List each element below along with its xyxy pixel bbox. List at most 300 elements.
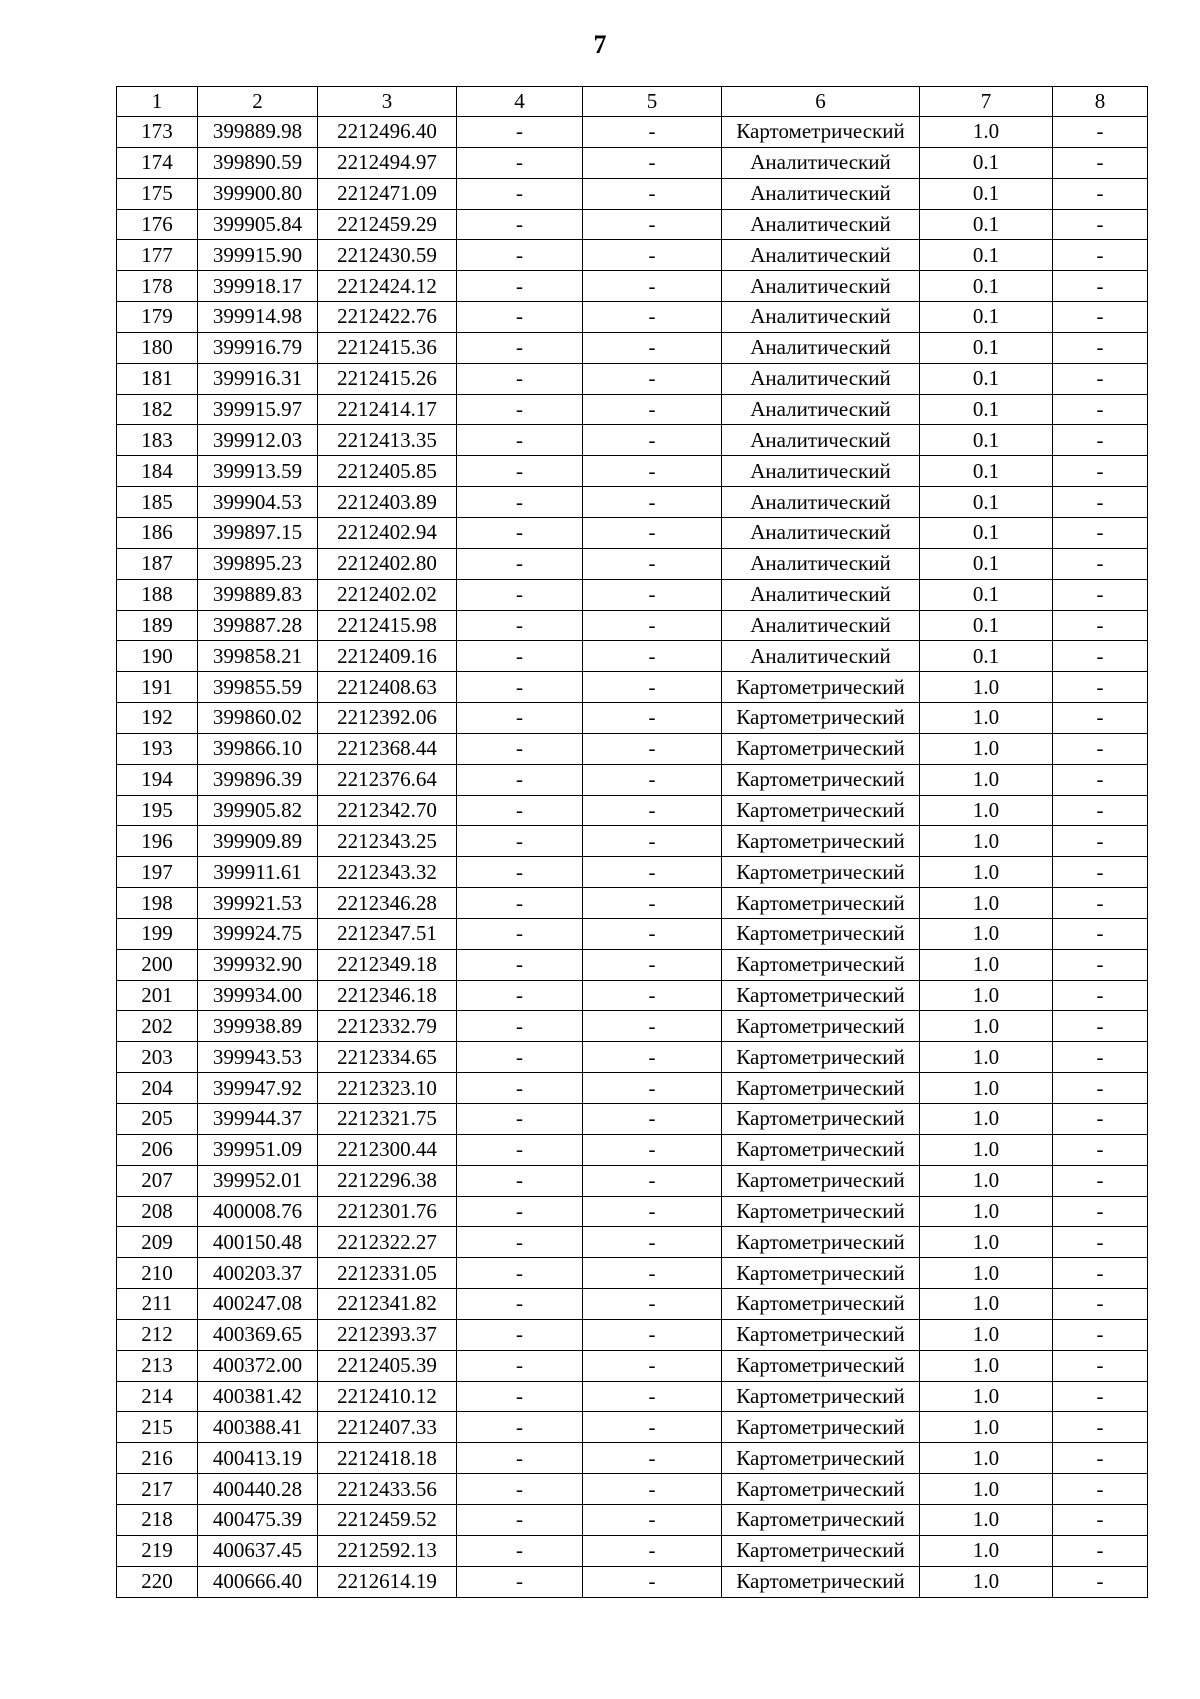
y-coordinate-cell: 2212343.32 bbox=[318, 857, 457, 888]
point-number-cell: 198 bbox=[117, 888, 198, 919]
table-row bbox=[117, 1566, 1148, 1597]
x-coordinate-cell: 400475.39 bbox=[198, 1504, 318, 1535]
col-8-value-cell: - bbox=[1053, 888, 1148, 919]
col-5-value-cell: - bbox=[583, 1042, 722, 1073]
col-5-value-cell: - bbox=[583, 1227, 722, 1258]
accuracy-cell: 1.0 bbox=[920, 1011, 1053, 1042]
x-coordinate-cell: 399916.79 bbox=[198, 332, 318, 363]
y-coordinate-cell: 2212430.59 bbox=[318, 240, 457, 271]
page-number: 7 bbox=[593, 30, 607, 59]
col-5-value-cell: - bbox=[583, 1134, 722, 1165]
method-cell: Аналитический bbox=[722, 517, 920, 548]
method-cell: Аналитический bbox=[722, 209, 920, 240]
col-8-value-cell: - bbox=[1053, 1227, 1148, 1258]
col-5-value-cell: - bbox=[583, 240, 722, 271]
col-5-value-cell: - bbox=[583, 888, 722, 919]
x-coordinate-cell: 399889.83 bbox=[198, 579, 318, 610]
point-number-cell: 193 bbox=[117, 733, 198, 764]
table-row bbox=[117, 1011, 1148, 1042]
col-5-value-cell: - bbox=[583, 579, 722, 610]
table-row bbox=[117, 1258, 1148, 1289]
y-coordinate-cell: 2212471.09 bbox=[318, 178, 457, 209]
point-number-cell: 173 bbox=[117, 117, 198, 148]
col-5-value-cell: - bbox=[583, 857, 722, 888]
accuracy-cell: 0.1 bbox=[920, 487, 1053, 518]
col-8-value-cell: - bbox=[1053, 332, 1148, 363]
accuracy-cell: 1.0 bbox=[920, 1165, 1053, 1196]
y-coordinate-cell: 2212614.19 bbox=[318, 1566, 457, 1597]
point-number-cell: 175 bbox=[117, 178, 198, 209]
y-coordinate-cell: 2212402.80 bbox=[318, 548, 457, 579]
method-cell: Аналитический bbox=[722, 332, 920, 363]
col-5-value-cell: - bbox=[583, 764, 722, 795]
point-number-cell: 177 bbox=[117, 240, 198, 271]
col-8-value-cell: - bbox=[1053, 456, 1148, 487]
accuracy-cell: 1.0 bbox=[920, 703, 1053, 734]
table-row bbox=[117, 1042, 1148, 1073]
method-cell: Картометрический bbox=[722, 1165, 920, 1196]
point-number-cell: 176 bbox=[117, 209, 198, 240]
x-coordinate-cell: 400388.41 bbox=[198, 1412, 318, 1443]
col-5-value-cell: - bbox=[583, 949, 722, 980]
col-5-value-cell: - bbox=[583, 517, 722, 548]
col-5-value-cell: - bbox=[583, 1011, 722, 1042]
col-8-value-cell: - bbox=[1053, 1165, 1148, 1196]
table-row bbox=[117, 579, 1148, 610]
x-coordinate-cell: 399944.37 bbox=[198, 1104, 318, 1135]
col-5-value-cell: - bbox=[583, 1412, 722, 1443]
col-8-value-cell: - bbox=[1053, 548, 1148, 579]
accuracy-cell: 1.0 bbox=[920, 1381, 1053, 1412]
accuracy-cell: 0.1 bbox=[920, 271, 1053, 302]
table-row bbox=[117, 1319, 1148, 1350]
accuracy-cell: 1.0 bbox=[920, 1258, 1053, 1289]
column-header: 1 bbox=[117, 87, 198, 117]
x-coordinate-cell: 399921.53 bbox=[198, 888, 318, 919]
y-coordinate-cell: 2212346.18 bbox=[318, 980, 457, 1011]
col-4-value-cell: - bbox=[457, 178, 583, 209]
col-5-value-cell: - bbox=[583, 548, 722, 579]
col-4-value-cell: - bbox=[457, 980, 583, 1011]
point-number-cell: 185 bbox=[117, 487, 198, 518]
method-cell: Картометрический bbox=[722, 1289, 920, 1320]
method-cell: Картометрический bbox=[722, 117, 920, 148]
table-row bbox=[117, 1474, 1148, 1505]
col-5-value-cell: - bbox=[583, 641, 722, 672]
col-8-value-cell: - bbox=[1053, 1319, 1148, 1350]
col-8-value-cell: - bbox=[1053, 795, 1148, 826]
table-row bbox=[117, 764, 1148, 795]
x-coordinate-cell: 399934.00 bbox=[198, 980, 318, 1011]
accuracy-cell: 1.0 bbox=[920, 1443, 1053, 1474]
accuracy-cell: 1.0 bbox=[920, 117, 1053, 148]
y-coordinate-cell: 2212332.79 bbox=[318, 1011, 457, 1042]
table-row bbox=[117, 641, 1148, 672]
point-number-cell: 179 bbox=[117, 302, 198, 333]
accuracy-cell: 1.0 bbox=[920, 1535, 1053, 1566]
method-cell: Аналитический bbox=[722, 240, 920, 271]
col-5-value-cell: - bbox=[583, 610, 722, 641]
y-coordinate-cell: 2212433.56 bbox=[318, 1474, 457, 1505]
col-5-value-cell: - bbox=[583, 733, 722, 764]
table-row bbox=[117, 332, 1148, 363]
x-coordinate-cell: 400247.08 bbox=[198, 1289, 318, 1320]
col-5-value-cell: - bbox=[583, 425, 722, 456]
table-row bbox=[117, 209, 1148, 240]
method-cell: Аналитический bbox=[722, 178, 920, 209]
col-4-value-cell: - bbox=[457, 641, 583, 672]
y-coordinate-cell: 2212349.18 bbox=[318, 949, 457, 980]
col-5-value-cell: - bbox=[583, 487, 722, 518]
y-coordinate-cell: 2212342.70 bbox=[318, 795, 457, 826]
table-row bbox=[117, 517, 1148, 548]
method-cell: Картометрический bbox=[722, 1196, 920, 1227]
point-number-cell: 184 bbox=[117, 456, 198, 487]
col-4-value-cell: - bbox=[457, 703, 583, 734]
point-number-cell: 194 bbox=[117, 764, 198, 795]
x-coordinate-cell: 399943.53 bbox=[198, 1042, 318, 1073]
col-8-value-cell: - bbox=[1053, 1073, 1148, 1104]
col-4-value-cell: - bbox=[457, 610, 583, 641]
col-8-value-cell: - bbox=[1053, 1011, 1148, 1042]
col-4-value-cell: - bbox=[457, 1474, 583, 1505]
col-5-value-cell: - bbox=[583, 980, 722, 1011]
point-number-cell: 174 bbox=[117, 147, 198, 178]
method-cell: Аналитический bbox=[722, 363, 920, 394]
y-coordinate-cell: 2212405.85 bbox=[318, 456, 457, 487]
y-coordinate-cell: 2212334.65 bbox=[318, 1042, 457, 1073]
accuracy-cell: 0.1 bbox=[920, 610, 1053, 641]
col-5-value-cell: - bbox=[583, 178, 722, 209]
x-coordinate-cell: 400666.40 bbox=[198, 1566, 318, 1597]
col-8-value-cell: - bbox=[1053, 517, 1148, 548]
accuracy-cell: 1.0 bbox=[920, 980, 1053, 1011]
col-4-value-cell: - bbox=[457, 1104, 583, 1135]
col-8-value-cell: - bbox=[1053, 271, 1148, 302]
column-header: 3 bbox=[318, 87, 457, 117]
x-coordinate-cell: 399896.39 bbox=[198, 764, 318, 795]
table-row bbox=[117, 1104, 1148, 1135]
table-row bbox=[117, 1196, 1148, 1227]
col-5-value-cell: - bbox=[583, 1289, 722, 1320]
col-8-value-cell: - bbox=[1053, 425, 1148, 456]
accuracy-cell: 1.0 bbox=[920, 888, 1053, 919]
col-4-value-cell: - bbox=[457, 1227, 583, 1258]
method-cell: Картометрический bbox=[722, 1443, 920, 1474]
x-coordinate-cell: 399914.98 bbox=[198, 302, 318, 333]
y-coordinate-cell: 2212459.29 bbox=[318, 209, 457, 240]
method-cell: Картометрический bbox=[722, 1258, 920, 1289]
col-8-value-cell: - bbox=[1053, 980, 1148, 1011]
accuracy-cell: 0.1 bbox=[920, 641, 1053, 672]
col-8-value-cell: - bbox=[1053, 918, 1148, 949]
y-coordinate-cell: 2212410.12 bbox=[318, 1381, 457, 1412]
col-8-value-cell: - bbox=[1053, 178, 1148, 209]
table-row bbox=[117, 456, 1148, 487]
col-4-value-cell: - bbox=[457, 1350, 583, 1381]
method-cell: Картометрический bbox=[722, 672, 920, 703]
method-cell: Картометрический bbox=[722, 733, 920, 764]
y-coordinate-cell: 2212343.25 bbox=[318, 826, 457, 857]
accuracy-cell: 1.0 bbox=[920, 918, 1053, 949]
y-coordinate-cell: 2212321.75 bbox=[318, 1104, 457, 1135]
col-8-value-cell: - bbox=[1053, 1258, 1148, 1289]
accuracy-cell: 1.0 bbox=[920, 733, 1053, 764]
y-coordinate-cell: 2212341.82 bbox=[318, 1289, 457, 1320]
col-8-value-cell: - bbox=[1053, 240, 1148, 271]
col-5-value-cell: - bbox=[583, 1566, 722, 1597]
x-coordinate-cell: 399915.97 bbox=[198, 394, 318, 425]
table-body bbox=[117, 117, 1148, 1598]
method-cell: Картометрический bbox=[722, 918, 920, 949]
x-coordinate-cell: 399866.10 bbox=[198, 733, 318, 764]
col-5-value-cell: - bbox=[583, 1073, 722, 1104]
point-number-cell: 214 bbox=[117, 1381, 198, 1412]
method-cell: Картометрический bbox=[722, 795, 920, 826]
point-number-cell: 182 bbox=[117, 394, 198, 425]
x-coordinate-cell: 399889.98 bbox=[198, 117, 318, 148]
method-cell: Картометрический bbox=[722, 1566, 920, 1597]
col-5-value-cell: - bbox=[583, 147, 722, 178]
col-5-value-cell: - bbox=[583, 209, 722, 240]
col-4-value-cell: - bbox=[457, 332, 583, 363]
table-row bbox=[117, 271, 1148, 302]
accuracy-cell: 1.0 bbox=[920, 949, 1053, 980]
y-coordinate-cell: 2212494.97 bbox=[318, 147, 457, 178]
col-4-value-cell: - bbox=[457, 517, 583, 548]
col-8-value-cell: - bbox=[1053, 949, 1148, 980]
x-coordinate-cell: 399912.03 bbox=[198, 425, 318, 456]
x-coordinate-cell: 399905.82 bbox=[198, 795, 318, 826]
col-4-value-cell: - bbox=[457, 425, 583, 456]
col-5-value-cell: - bbox=[583, 1474, 722, 1505]
y-coordinate-cell: 2212405.39 bbox=[318, 1350, 457, 1381]
accuracy-cell: 1.0 bbox=[920, 1566, 1053, 1597]
table-row bbox=[117, 1504, 1148, 1535]
y-coordinate-cell: 2212376.64 bbox=[318, 764, 457, 795]
method-cell: Картометрический bbox=[722, 1412, 920, 1443]
method-cell: Аналитический bbox=[722, 394, 920, 425]
y-coordinate-cell: 2212415.36 bbox=[318, 332, 457, 363]
col-5-value-cell: - bbox=[583, 1258, 722, 1289]
x-coordinate-cell: 399895.23 bbox=[198, 548, 318, 579]
col-5-value-cell: - bbox=[583, 1443, 722, 1474]
y-coordinate-cell: 2212409.16 bbox=[318, 641, 457, 672]
method-cell: Аналитический bbox=[722, 456, 920, 487]
col-4-value-cell: - bbox=[457, 1535, 583, 1566]
col-4-value-cell: - bbox=[457, 1134, 583, 1165]
col-8-value-cell: - bbox=[1053, 117, 1148, 148]
col-5-value-cell: - bbox=[583, 1196, 722, 1227]
col-8-value-cell: - bbox=[1053, 209, 1148, 240]
x-coordinate-cell: 399915.90 bbox=[198, 240, 318, 271]
col-5-value-cell: - bbox=[583, 826, 722, 857]
accuracy-cell: 1.0 bbox=[920, 1042, 1053, 1073]
col-8-value-cell: - bbox=[1053, 1196, 1148, 1227]
accuracy-cell: 0.1 bbox=[920, 456, 1053, 487]
point-number-cell: 199 bbox=[117, 918, 198, 949]
col-8-value-cell: - bbox=[1053, 672, 1148, 703]
point-number-cell: 218 bbox=[117, 1504, 198, 1535]
method-cell: Картометрический bbox=[722, 949, 920, 980]
col-8-value-cell: - bbox=[1053, 394, 1148, 425]
accuracy-cell: 0.1 bbox=[920, 517, 1053, 548]
col-8-value-cell: - bbox=[1053, 1412, 1148, 1443]
col-5-value-cell: - bbox=[583, 271, 722, 302]
x-coordinate-cell: 399947.92 bbox=[198, 1073, 318, 1104]
method-cell: Картометрический bbox=[722, 1350, 920, 1381]
col-4-value-cell: - bbox=[457, 1011, 583, 1042]
x-coordinate-cell: 400381.42 bbox=[198, 1381, 318, 1412]
col-5-value-cell: - bbox=[583, 1319, 722, 1350]
accuracy-cell: 0.1 bbox=[920, 579, 1053, 610]
x-coordinate-cell: 399855.59 bbox=[198, 672, 318, 703]
y-coordinate-cell: 2212414.17 bbox=[318, 394, 457, 425]
table-row bbox=[117, 949, 1148, 980]
point-number-cell: 201 bbox=[117, 980, 198, 1011]
col-5-value-cell: - bbox=[583, 302, 722, 333]
accuracy-cell: 1.0 bbox=[920, 1289, 1053, 1320]
table-row bbox=[117, 117, 1148, 148]
method-cell: Картометрический bbox=[722, 1011, 920, 1042]
method-cell: Картометрический bbox=[722, 980, 920, 1011]
method-cell: Картометрический bbox=[722, 1381, 920, 1412]
col-4-value-cell: - bbox=[457, 1073, 583, 1104]
col-4-value-cell: - bbox=[457, 1443, 583, 1474]
x-coordinate-cell: 399924.75 bbox=[198, 918, 318, 949]
method-cell: Картометрический bbox=[722, 1319, 920, 1350]
col-5-value-cell: - bbox=[583, 1535, 722, 1566]
y-coordinate-cell: 2212592.13 bbox=[318, 1535, 457, 1566]
x-coordinate-cell: 399905.84 bbox=[198, 209, 318, 240]
method-cell: Аналитический bbox=[722, 425, 920, 456]
point-number-cell: 217 bbox=[117, 1474, 198, 1505]
col-8-value-cell: - bbox=[1053, 1566, 1148, 1597]
method-cell: Картометрический bbox=[722, 857, 920, 888]
accuracy-cell: 0.1 bbox=[920, 209, 1053, 240]
accuracy-cell: 0.1 bbox=[920, 147, 1053, 178]
col-5-value-cell: - bbox=[583, 332, 722, 363]
table-row bbox=[117, 147, 1148, 178]
table-row bbox=[117, 1350, 1148, 1381]
col-5-value-cell: - bbox=[583, 1381, 722, 1412]
point-number-cell: 206 bbox=[117, 1134, 198, 1165]
method-cell: Картометрический bbox=[722, 703, 920, 734]
method-cell: Картометрический bbox=[722, 1504, 920, 1535]
column-header: 6 bbox=[722, 87, 920, 117]
col-4-value-cell: - bbox=[457, 1042, 583, 1073]
table-row bbox=[117, 302, 1148, 333]
col-5-value-cell: - bbox=[583, 703, 722, 734]
y-coordinate-cell: 2212415.98 bbox=[318, 610, 457, 641]
col-4-value-cell: - bbox=[457, 733, 583, 764]
col-4-value-cell: - bbox=[457, 1566, 583, 1597]
method-cell: Картометрический bbox=[722, 888, 920, 919]
point-number-cell: 178 bbox=[117, 271, 198, 302]
method-cell: Аналитический bbox=[722, 271, 920, 302]
point-number-cell: 215 bbox=[117, 1412, 198, 1443]
y-coordinate-cell: 2212323.10 bbox=[318, 1073, 457, 1104]
table-row bbox=[117, 1535, 1148, 1566]
col-4-value-cell: - bbox=[457, 826, 583, 857]
point-number-cell: 190 bbox=[117, 641, 198, 672]
point-number-cell: 191 bbox=[117, 672, 198, 703]
col-4-value-cell: - bbox=[457, 240, 583, 271]
x-coordinate-cell: 399890.59 bbox=[198, 147, 318, 178]
y-coordinate-cell: 2212402.94 bbox=[318, 517, 457, 548]
point-number-cell: 202 bbox=[117, 1011, 198, 1042]
point-number-cell: 200 bbox=[117, 949, 198, 980]
x-coordinate-cell: 400150.48 bbox=[198, 1227, 318, 1258]
point-number-cell: 189 bbox=[117, 610, 198, 641]
table-row bbox=[117, 178, 1148, 209]
x-coordinate-cell: 399858.21 bbox=[198, 641, 318, 672]
accuracy-cell: 1.0 bbox=[920, 857, 1053, 888]
method-cell: Картометрический bbox=[722, 826, 920, 857]
y-coordinate-cell: 2212300.44 bbox=[318, 1134, 457, 1165]
table-row bbox=[117, 548, 1148, 579]
method-cell: Аналитический bbox=[722, 641, 920, 672]
method-cell: Картометрический bbox=[722, 1227, 920, 1258]
col-4-value-cell: - bbox=[457, 363, 583, 394]
column-header: 5 bbox=[583, 87, 722, 117]
col-8-value-cell: - bbox=[1053, 579, 1148, 610]
accuracy-cell: 1.0 bbox=[920, 1227, 1053, 1258]
col-5-value-cell: - bbox=[583, 1504, 722, 1535]
col-4-value-cell: - bbox=[457, 548, 583, 579]
point-number-cell: 219 bbox=[117, 1535, 198, 1566]
table-row bbox=[117, 857, 1148, 888]
x-coordinate-cell: 399900.80 bbox=[198, 178, 318, 209]
table-row bbox=[117, 918, 1148, 949]
col-4-value-cell: - bbox=[457, 1504, 583, 1535]
col-8-value-cell: - bbox=[1053, 1104, 1148, 1135]
col-5-value-cell: - bbox=[583, 672, 722, 703]
x-coordinate-cell: 399911.61 bbox=[198, 857, 318, 888]
y-coordinate-cell: 2212347.51 bbox=[318, 918, 457, 949]
accuracy-cell: 1.0 bbox=[920, 1474, 1053, 1505]
accuracy-cell: 1.0 bbox=[920, 672, 1053, 703]
accuracy-cell: 1.0 bbox=[920, 1104, 1053, 1135]
col-4-value-cell: - bbox=[457, 394, 583, 425]
table-row bbox=[117, 1412, 1148, 1443]
col-8-value-cell: - bbox=[1053, 1134, 1148, 1165]
x-coordinate-cell: 399932.90 bbox=[198, 949, 318, 980]
table-row bbox=[117, 487, 1148, 518]
col-4-value-cell: - bbox=[457, 147, 583, 178]
col-4-value-cell: - bbox=[457, 209, 583, 240]
point-number-cell: 203 bbox=[117, 1042, 198, 1073]
table-row bbox=[117, 1165, 1148, 1196]
accuracy-cell: 0.1 bbox=[920, 332, 1053, 363]
table-row bbox=[117, 1073, 1148, 1104]
table-row bbox=[117, 363, 1148, 394]
y-coordinate-cell: 2212496.40 bbox=[318, 117, 457, 148]
col-8-value-cell: - bbox=[1053, 1443, 1148, 1474]
table-row bbox=[117, 1289, 1148, 1320]
col-8-value-cell: - bbox=[1053, 857, 1148, 888]
x-coordinate-cell: 399913.59 bbox=[198, 456, 318, 487]
x-coordinate-cell: 400369.65 bbox=[198, 1319, 318, 1350]
y-coordinate-cell: 2212408.63 bbox=[318, 672, 457, 703]
table-row bbox=[117, 888, 1148, 919]
accuracy-cell: 0.1 bbox=[920, 240, 1053, 271]
col-5-value-cell: - bbox=[583, 363, 722, 394]
accuracy-cell: 0.1 bbox=[920, 178, 1053, 209]
col-4-value-cell: - bbox=[457, 857, 583, 888]
col-4-value-cell: - bbox=[457, 1381, 583, 1412]
accuracy-cell: 1.0 bbox=[920, 1319, 1053, 1350]
